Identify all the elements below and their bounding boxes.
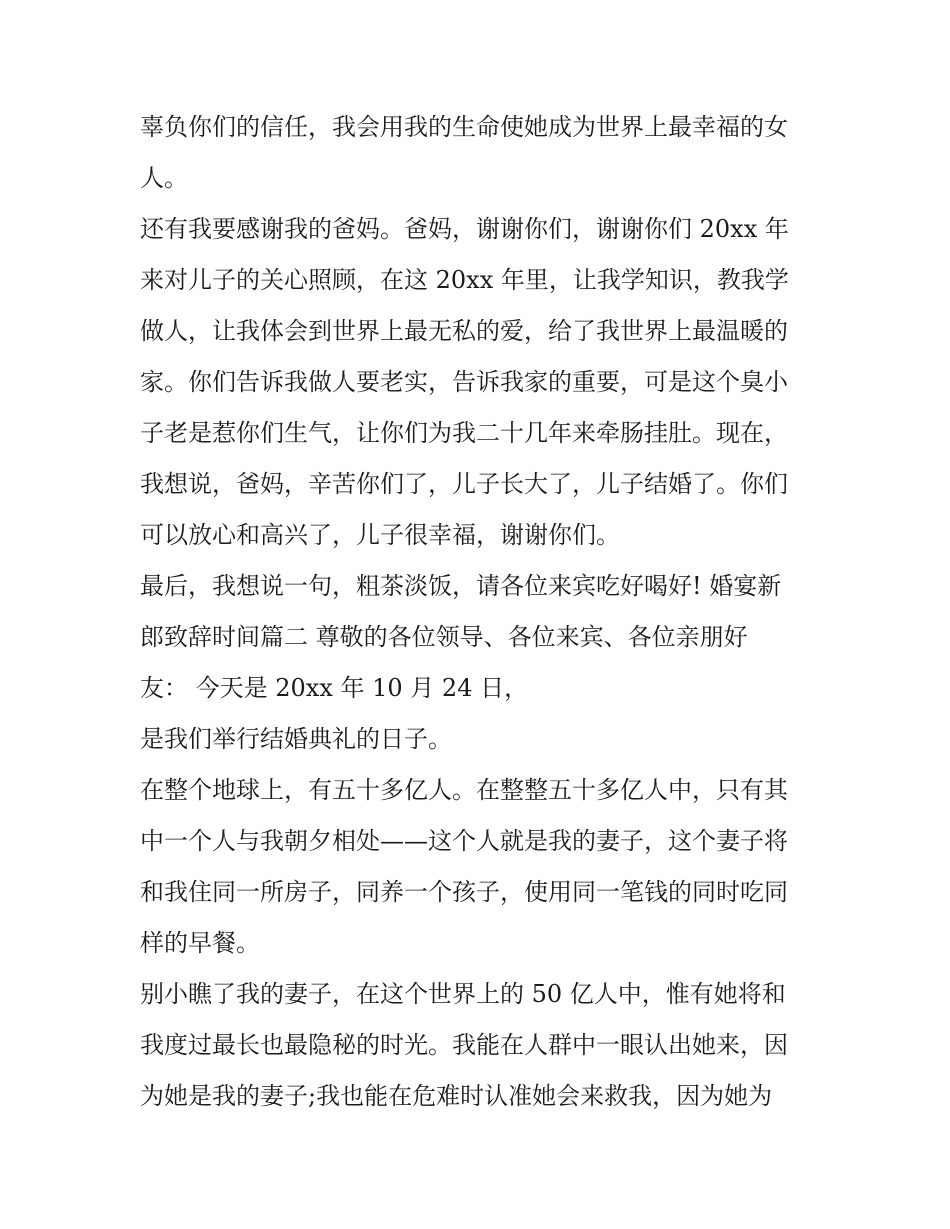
text-line: 做人，让我体会到世界上最无私的爱，给了我世界上最温暖的 bbox=[140, 317, 788, 345]
text-line: 友： 今天是 20xx 年 10 月 24 日， bbox=[140, 674, 529, 702]
text-line: 可以放心和高兴了，儿子很幸福，谢谢你们。 bbox=[140, 521, 620, 549]
text-line: 郎致辞时间篇二 尊敬的各位领导、各位来宾、各位亲朋好 bbox=[140, 623, 748, 651]
text-line: 来对儿子的关心照顾，在这 20xx 年里，让我学知识，教我学 bbox=[140, 266, 789, 294]
text-line: 为她是我的妻子;我也能在危难时认准她会来救我，因为她为 bbox=[140, 1082, 773, 1110]
text-line: 别小瞧了我的妻子，在这个世界上的 50 亿人中，惟有她将和 bbox=[140, 980, 786, 1008]
text-line: 人。 bbox=[140, 164, 188, 192]
text-line: 辜负你们的信任，我会用我的生命使她成为世界上最幸福的女 bbox=[140, 113, 788, 141]
text-line: 在整个地球上，有五十多亿人。在整整五十多亿人中，只有其 bbox=[140, 776, 788, 804]
text-line: 我度过最长也最隐秘的时光。我能在人群中一眼认出她来，因 bbox=[140, 1031, 788, 1059]
text-line: 是我们举行结婚典礼的日子。 bbox=[140, 725, 452, 753]
text-line: 最后，我想说一句，粗茶淡饭，请各位来宾吃好喝好! 婚宴新 bbox=[140, 572, 782, 600]
text-line: 子老是惹你们生气，让你们为我二十几年来牵肠挂肚。现在， bbox=[140, 419, 788, 447]
text-line: 家。你们告诉我做人要老实，告诉我家的重要，可是这个臭小 bbox=[140, 368, 788, 396]
text-line: 我想说，爸妈，辛苦你们了，儿子长大了，儿子结婚了。你们 bbox=[140, 470, 788, 498]
text-line: 还有我要感谢我的爸妈。爸妈，谢谢你们，谢谢你们 20xx 年 bbox=[140, 215, 789, 243]
text-line: 样的早餐。 bbox=[140, 929, 260, 957]
text-line: 和我住同一所房子，同养一个孩子，使用同一笔钱的同时吃同 bbox=[140, 878, 788, 906]
body-text bbox=[140, 102, 820, 1122]
text-line: 中一个人与我朝夕相处——这个人就是我的妻子，这个妻子将 bbox=[140, 827, 788, 855]
